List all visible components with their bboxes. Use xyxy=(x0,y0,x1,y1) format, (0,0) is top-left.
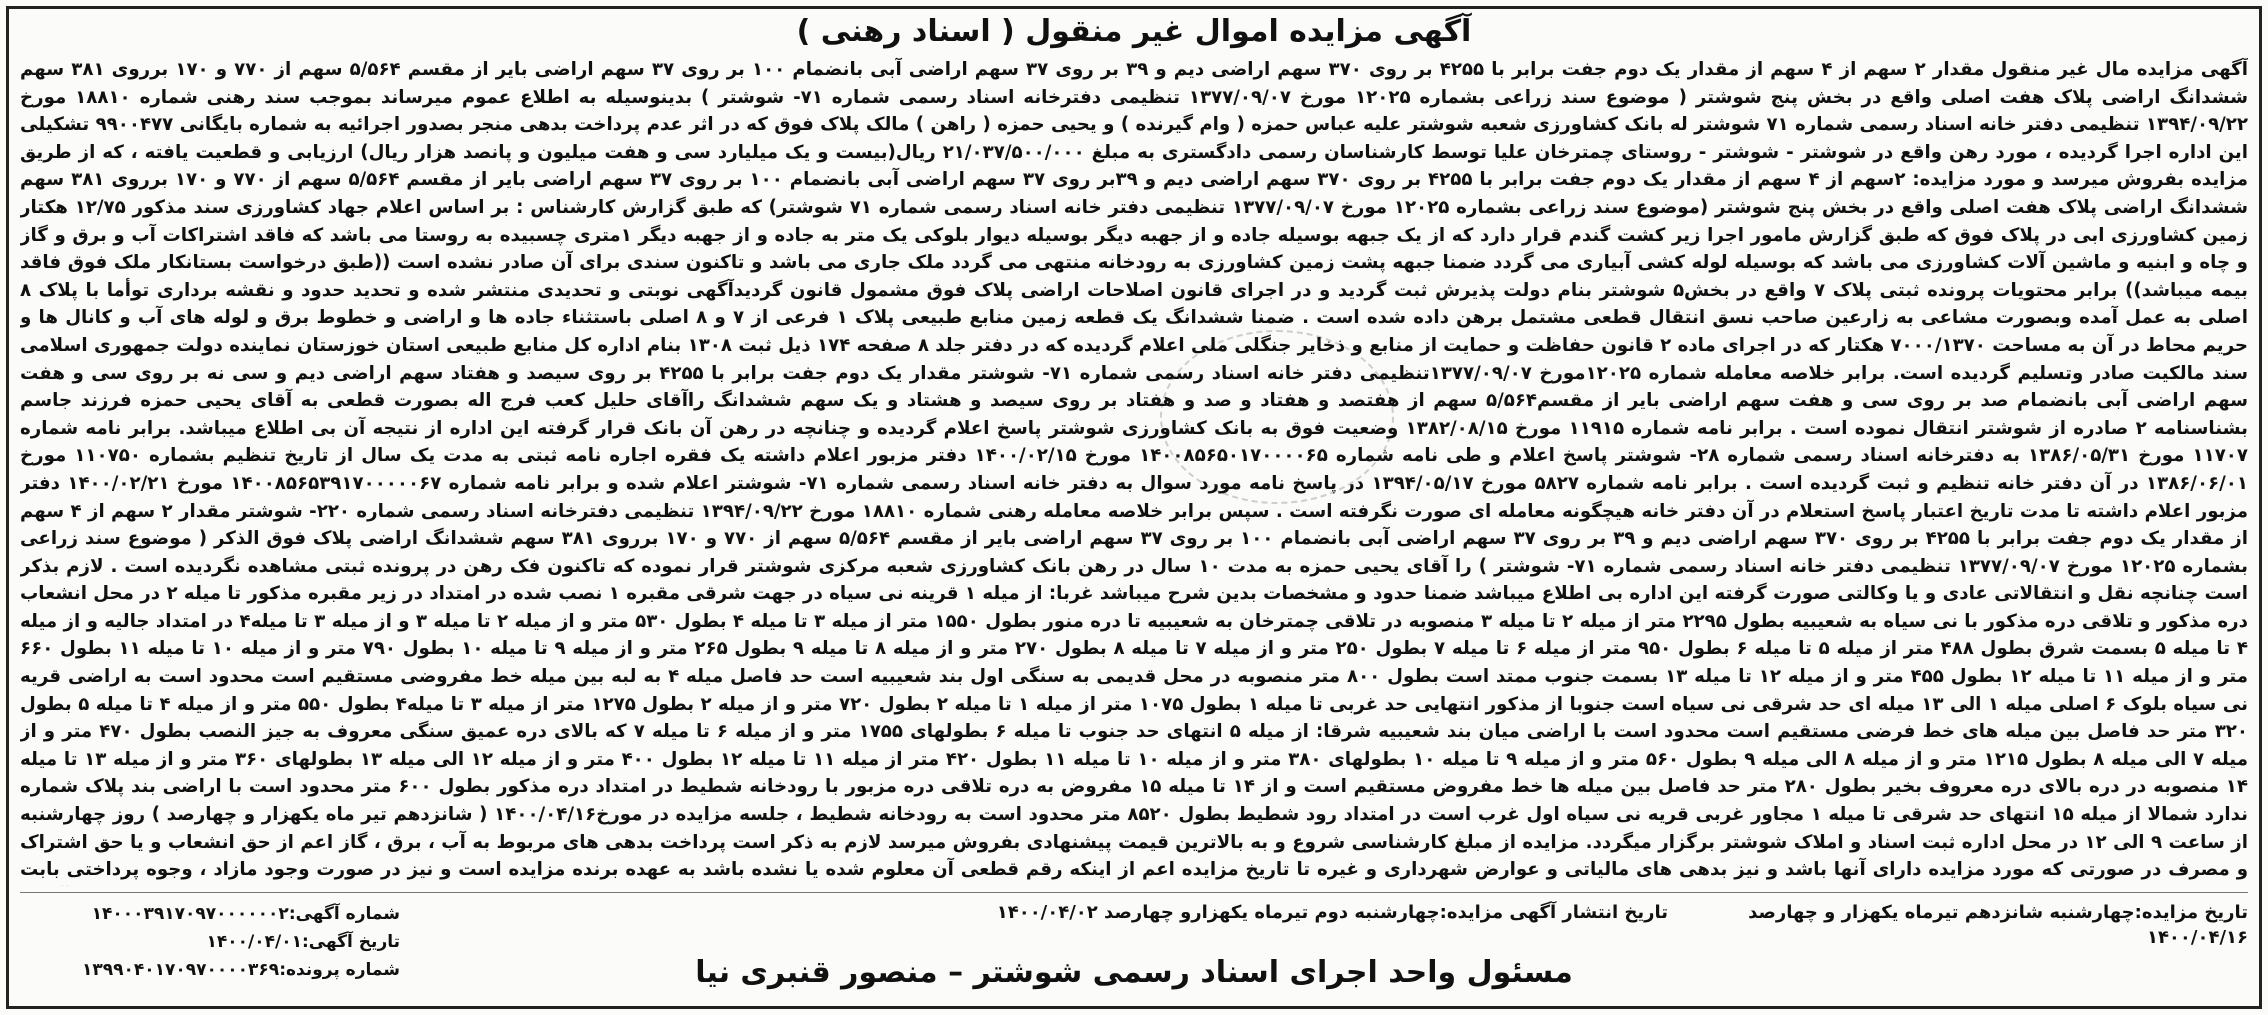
notice-title: آگهی مزایده اموال غیر منقول ( اسناد رهنی ) xyxy=(796,14,1472,49)
publish-date: تاریخ انتشار آگهی مزایده:چهارشنبه دوم تیرماه یکهزارو چهارصد ۱۴۰۰/۰۴/۰۲ xyxy=(996,902,1668,923)
file-number: شماره پرونده:۱۳۹۹۰۴۰۱۷۰۹۷۰۰۰۰۳۶۹ xyxy=(82,960,400,980)
notice-date: تاریخ آگهی:۱۴۰۰/۰۴/۰۱ xyxy=(206,932,400,952)
notice-number: شماره آگهی:۱۴۰۰۰۳۹۱۷۰۹۷۰۰۰۰۰۰۲ xyxy=(91,904,400,924)
signature-line: مسئول واحد اجرای اسناد رسمی شوشتر – منصور قنبری نیا xyxy=(695,955,1573,990)
auction-date: تاریخ مزایده:چهارشنبه شانزدهم تیرماه یکهزار و چهارصد ۱۴۰۰/۰۴/۱۶ xyxy=(1748,902,2248,948)
notice-body: آگهی مزایده مال غیر منقول مقدار ۲ سهم از ۴ سهم از مقدار یک دوم جفت برابر با ۴۲۵۵ بر روی ۳۷۰ سهم اراضی دیم و ۳۹ بر روی ۳۷ سهم اراضی آبی بانضمام ۱۰۰ بر روی ۳۷ سهم اراضی بایر از مقسم ۵/۵۶۴ سهم از ۷۷۰ و ۱۷۰ برروی ۳۸۱ سهم ششدانگ اراضی پلاک هفت اصلی واقع در بخش پنج شوشتر ( موضوع سند زراعی بشماره ۱۲۰۲۵ مورخ ۱۳۷۷/۰۹/۰۷ تنظیمی دفترخانه اسناد رسمی شماره ۷۱- شوشتر ) بدینوسیله به اطلاع عموم میرساند بموجب سند رهنی شماره ۱۸۸۱۰ مورخ ۱۳۹۴/۰۹/۲۲ تنظیمی دفتر خانه اسناد رسمی شماره ۷۱ شوشتر له بانک کشاورزی شعبه شوشتر علیه عباس حمزه ( وام گیرنده ) و یحیی حمزه ( راهن ) مالک پلاک فوق که در اثر عدم پرداخت بدهی منجر بصدور اجرائیه به شماره بایگانی ۹۹۰۰۴۷۷ تشکیلی این اداره اجرا گردیده ، مورد رهن واقع در شوشتر - شوشتر - روستای چمترخان علیا توسط کارشناسان رسمی دادگستری به مبلغ ۲۱/۰۳۷/۵۰۰/۰۰۰ ریال(بیست و یک میلیارد سی و هفت میلیون و پانصد هزار ریال) ارزیابی و قطعیت یافته ، که از طریق مزایده بفروش میرسد و مورد مزایده: ۲سهم از ۴ سهم از مقدار یک دوم جفت برابر با ۴۲۵۵ بر روی ۳۷۰ سهم اراضی دیم و ۳۹بر روی ۳۷ سهم اراضی آبی بانضمام ۱۰۰ بر روی ۳۷ سهم اراضی بایر از مقسم ۵/۵۶۴ سهم از ۷۷۰ و ۱۷۰ برروی ۳۸۱ سهم ششدانگ اراضی پلاک هفت اصلی واقع در بخش پنج شوشتر (موضوع سند زراعی بشماره ۱۲۰۲۵ مورخ ۱۳۷۷/۰۹/۰۷ تنظیمی دفتر خانه اسناد رسمی شماره ۷۱ شوشتر) که طبق گزارش کارشناس : بر اساس اعلام جهاد کشاورزی سند مذکور ۱۲/۷۵ هکتار زمین کشاورزی ابی در پلاک فوق که طبق گزارش مامور اجرا زیر کشت گندم قرار دارد که از یک جبهه بوسیله جاده و از جهبه دیگر بوسیله دیوار بلوکی یک متر به جاده و از جهبه دیگر ۱متری چسبیده به روستا می باشد که فاقد اشتراکات آب و برق و گاز و چاه و ابنیه و ماشین آلات کشاورزی می باشد که بوسیله لوله کشی آبیاری می گردد ضمنا جبهه پشت زمین کشاورزی به رودخانه منتهی می گردد ملک جاری می باشد و تاکنون سندی برای آن صادر نشده است ((طبق درخواست بستانکار ملک فوق فاقد بیمه میباشد)) برابر محتویات پرونده ثبتی پلاک ۷ واقع در بخش۵ شوشتر بنام دولت پذیرش ثبت گردید و در اجرای قانون اصلاحات اراضی پلاک فوق مشمول قانون گردیدآگهی نوبتی و تحدیدی منتشر شده و تحدید حدود و نقشه برداری توأما با پلاک ۸ اصلی به عمل آمده وبصورت مشاعی به زارعین صاحب نسق انتقال قطعی مشتمل برهن داده شده است . ضمنا ششدانگ یک قطعه زمین منابع طبیعی پلاک ۱ فرعی از ۷ و ۸ اصلی باستثناء جاده ها و اراضی و خطوط برق و لوله های آب و کانال ها و حریم محاط در آن به مساحت ۷۰۰۰/۱۳۷۰ هکتار که در اجرای ماده ۲ قانون حفاظت و حمایت از منابع و ذخایر جنگلی ملی اعلام گردیده که در دفتر جلد ۸ صفحه ۱۷۴ ذیل ثبت ۱۳۰۸ بنام اداره کل منابع طبیعی استان خوزستان نماینده دولت جمهوری اسلامی سند مالکیت صادر وتسلیم گردیده است. برابر خلاصه معامله شماره ۱۲۰۲۵مورخ ۱۳۷۷/۰۹/۰۷تنظیمی دفتر خانه اسناد رسمی شماره ۷۱- شوشتر مقدار یک دوم جفت برابر با ۴۲۵۵ بر روی سیصد و هفتاد سهم اراضی دیم و سی نه بر روی سی و هفت سهم اراضی آبی بانضمام صد بر روی سی و هفت سهم اراضی بایر از مقسم۵/۵۶۴ سهم از هفتصد و هفتاد و صد و هفتاد بر روی سیصد و هشتاد و یک سهم ششدانگ راآقای حلیل کعب فرج اله بصورت قطعی به آقای یحیی حمزه فرزند جاسم بشناسنامه ۲ صادره از شوشتر انتقال نموده است . برابر نامه شماره ۱۱۹۱۵ مورخ ۱۳۸۲/۰۸/۱۵ وضعیت فوق به بانک کشاورزی شوشتر پاسخ اعلام گردیده و چنانچه در رهن آن بانک قرار گرفته این اداره از نتیجه آن بی اطلاع میباشد. برابر نامه شماره ۱۱۷۰۷ مورخ ۱۳۸۶/۰۵/۳۱ به دفترخانه اسناد رسمی شماره ۲۸- شوشتر پاسخ اعلام و طی نامه شماره ۱۴۰۰۸۵۶۵۰۱۷۰۰۰۰۶۵ مورخ ۱۴۰۰/۰۲/۱۵ دفتر مزبور اعلام داشته یک فقره اجاره نامه ثبتی به مدت یک سال از تاریخ تنظیم بشماره ۱۱۰۷۵۰ مورخ ۱۳۸۶/۰۶/۰۱ در آن دفتر خانه تنظیم و ثبت گردیده است . برابر نامه شماره ۵۸۲۷ مورخ ۱۳۹۴/۰۵/۱۷ در پاسخ نامه مورد سوال به دفتر خانه اسناد رسمی شماره ۷۱- شوشتر اعلام شده و برابر نامه شماره ۱۴۰۰۸۵۶۵۳۹۱۷۰۰۰۰۰۶۷ مورخ ۱۴۰۰/۰۲/۲۱ دفتر مزبور اعلام داشته تا مدت تاریخ اعتبار پاسخ استعلام در آن دفتر خانه هیچگونه معامله ای صورت نگرفته است . سپس برابر خلاصه معامله رهنی شماره ۱۸۸۱۰ مورخ ۱۳۹۴/۰۹/۲۲ تنظیمی دفترخانه اسناد رسمی شماره ۲۲۰- شوشتر مقدار ۲ سهم از ۴ سهم از مقدار یک دوم جفت برابر با ۴۲۵۵ بر روی ۳۷۰ سهم اراضی دیم و ۳۹ بر روی ۳۷ سهم اراضی آبی بانضمام ۱۰۰ بر روی ۳۷ سهم اراضی بایر از مقسم ۵/۵۶۴ سهم از ۷۷۰ و ۱۷۰ برروی ۳۸۱ سهم ششدانگ اراضی پلاک فوق الذکر ( موضوع سند زراعی بشماره ۱۲۰۲۵ مورخ ۱۳۷۷/۰۹/۰۷ تنظیمی دفتر خانه اسناد رسمی شماره ۷۱- شوشتر ) را آقای یحیی حمزه به مدت ۱۰ سال در رهن بانک کشاورزی شعبه مرکزی شوشتر قرار نموده که تاکنون فک رهن در پرونده ثبتی مشاهده نگردیده است . لازم بذکر است چنانچه نقل و انتقالاتی عادی و یا وکالتی صورت گرفته این اداره بی اطلاع میباشد ضمنا حدود و مشخصات بدین شرح میباشد غربا: از میله ۱ قرینه نی سیاه در جهت شرقی مقبره ۱ نصب شده در امتداد در زیر مقبره مذکور تا میله ۲ در محل انشعاب دره مذکور و تلاقی دره مذکور با نی سیاه به شعیبیه بطول ۲۲۹۵ متر از میله ۲ تا میله ۳ منصوبه در تلاقی چمترخان به شعیبیه تا دره منور بطول ۱۵۵۰ متر از میله ۳ تا میله ۴ بطول ۵۳۰ متر و از میله ۲ تا میله ۳ و از میله ۳ تا میله۴ در امتداد جالیه و از میله ۴ تا میله ۵ بسمت شرق بطول ۴۸۸ متر از میله ۵ تا میله ۶ بطول ۹۵۰ متر از میله ۶ تا میله ۷ بطول ۲۵۰ متر و از میله ۷ تا میله ۸ بطول ۲۷۰ متر و از میله ۸ تا میله ۹ بطول ۲۶۵ متر و از میله ۹ تا میله ۱۰ بطول ۷۹۰ متر و از میله ۱۰ تا میله ۱۱ بطول ۶۶۰ متر و از میله ۱۱ تا میله ۱۲ بطول ۴۵۵ متر و از میله ۱۲ تا میله ۱۳ بسمت جنوب ممتد است بطول ۸۰۰ متر منصوبه در محل قدیمی به سنگی اول بند شعیبیه است حد فاصل میله ۴ به لبه بین میله خط مفروضی مستقیم است محدود است به اراضی قریه نی سیاه بلوک ۶ اصلی میله ۱ الی ۱۳ میله ای حد شرقی نی سیاه است جنوبا از مذکور انتهایی حد غربی تا میله ۱ بطول ۱۰۷۵ متر از میله ۱ تا میله ۲ بطول ۷۲۰ متر و از میله ۲ بطول ۱۲۷۵ متر از میله ۳ تا میله۴ بطول ۵۵۰ متر و از میله ۴ تا میله ۵ بطول ۳۲۰ متر حد فاصل بین میله های خط فرضی مستقیم است محدود است با اراضی میان بند شعیبیه شرقا: از میله ۵ انتهای حد جنوب تا میله ۶ بطولهای ۱۷۵۵ متر و از میله ۶ تا میله ۷ که بالای دره عمیق سنگی معروف به جیز النصب بطول ۴۷۰ متر و از میله ۷ الی میله ۸ بطول ۱۲۱۵ متر و از میله ۸ الی میله ۹ بطول ۵۶۰ متر و از میله ۹ تا میله ۱۰ بطولهای ۳۸۰ متر و از میله ۱۰ تا میله ۱۱ بطول ۴۲۰ متر از میله ۱۱ تا میله ۱۲ بطول ۴۰۰ متر و از میله ۱۲ الی میله ۱۳ بطولهای ۳۶۰ متر و از میله ۱۳ تا میله ۱۴ منصوبه در دره بالای دره معروف بخیر بطول ۲۸۰ متر حد فاصل بین میله ها خط مفروض مستقیم است و از ۱۴ تا میله ۱۵ مفروض به دره تلاقی دره مزبور با رودخانه شطیط در امتداد دره مذکور بطول ۶۰۰ متر محدود است با اراضی بند پلاک شماره ندارد شمالا از میله ۱۵ انتهای حد شرقی تا میله ۱ مجاور غربی قریه نی سیاه اول غرب است در امتداد رود شطیط بطول ۸۵۲۰ متر محدود است به رودخانه شطیط ، جلسه مزایده در مورخ۱۴۰۰/۰۴/۱۶ ( شانزدهم تیر ماه یکهزار و چهارصد ) روز چهارشنبه از ساعت ۹ الی ۱۲ در محل اداره ثبت اسناد و املاک شوشتر برگزار میگردد. مزایده از مبلغ کارشناسی شروع و به بالاترین قیمت پیشنهادی بفروش میرسد لازم به ذکر است پرداخت بدهی های مربوط به آب ، برق ، گاز اعم از حق انشعاب و یا حق اشتراک و مصرف در صورتی که مورد مزایده دارای آنها باشد و نیز بدهی های مالیاتی و عوارض شهرداری و غیره تا تاریخ مزایده اعم از اینکه رقم قطعی آن معلوم شده یا نشده باشد به عهده برنده مزایده است و نیز در صورت وجود مازاد ، وجوه پرداختی بابت xyxy=(20,59,2248,881)
footer-divider xyxy=(20,892,2248,893)
